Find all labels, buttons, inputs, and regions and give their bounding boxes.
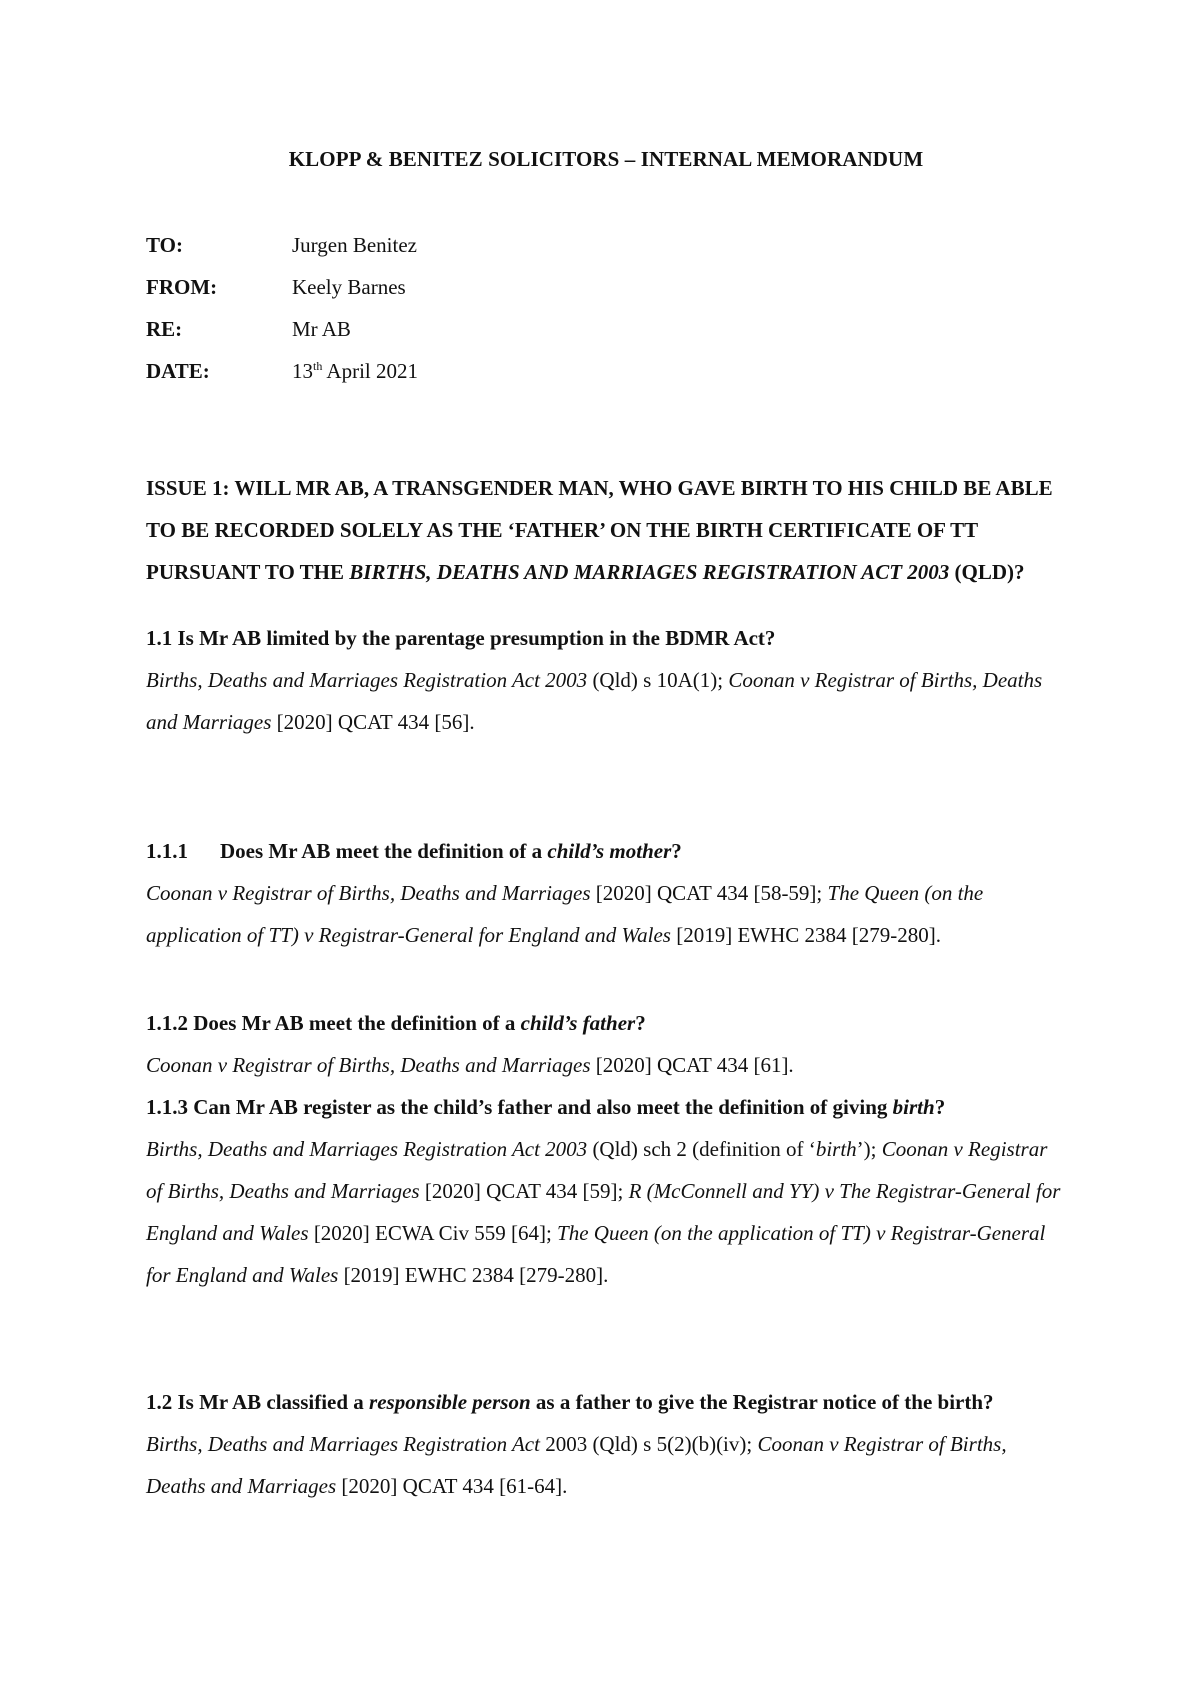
citation-text: (Qld) sch 2 (definition of ‘ (587, 1137, 816, 1161)
citation-act: Births, Deaths and Marriages Registration Act (146, 1432, 540, 1456)
citation-text: [2020] QCAT 434 [61]. (590, 1053, 794, 1077)
citation-text: [2019] EWHC 2384 [279-280]. (338, 1263, 609, 1287)
heading-term: child’s father (520, 1011, 636, 1035)
citation-text: [2020] QCAT 434 [56]. (271, 710, 475, 734)
heading-text: Does Mr AB meet the definition of a (220, 839, 548, 863)
heading-term: responsible person (369, 1390, 531, 1414)
heading-text: as a father to give the Registrar notice of the birth? (530, 1390, 994, 1414)
section-1-1-3 (146, 1086, 1066, 1296)
section-1-2-heading (146, 1381, 1066, 1423)
heading-text: 1.1.2 Does Mr AB meet the definition of a (146, 1011, 521, 1035)
section-1-1-3-heading (146, 1086, 1066, 1128)
memo-header (146, 232, 1066, 400)
citation-case: The Queen (on the application of TT) v Registrar-General for England and Wales (146, 881, 984, 947)
heading-text: ? (934, 1095, 946, 1119)
memo-to-row (146, 232, 1066, 274)
citation-case: Coonan v Registrar of Births, Deaths and Marriages (146, 881, 591, 905)
issue-prefix: ISSUE 1: WILL MR AB, A TRANSGENDER MAN, WHO GAVE BIRTH TO HIS CHILD BE ABLE TO BE RECORDED SOLELY AS THE ‘FATHER’ ON THE BIRTH CERTIFICATE OF TT PURSUANT TO THE (146, 476, 1053, 584)
date-suffix: th (313, 359, 323, 373)
memo-re-row (146, 316, 1066, 358)
re-value: Mr AB (292, 317, 351, 341)
citation-case: Coonan v Registrar of Births, Deaths and Marriages (146, 668, 1043, 734)
issue-heading (146, 467, 1066, 593)
section-1-1-3-citation (146, 1128, 1066, 1296)
citation-text: [2020] QCAT 434 [59]; (419, 1179, 629, 1203)
citation-case: R (McConnell and YY) v The Registrar-General for England and Wales (146, 1179, 1061, 1245)
citation-text: [2020] ECWA Civ 559 [64]; (308, 1221, 558, 1245)
citation-text: [2020] QCAT 434 [58-59]; (590, 881, 828, 905)
section-1-1-citation (146, 659, 1066, 743)
heading-text: ? (635, 1011, 646, 1035)
citation-text: ’); (856, 1137, 882, 1161)
section-1-2-citation (146, 1423, 1066, 1507)
section-1-1-heading: 1.1 Is Mr AB limited by the parentage presumption in the BDMR Act? (146, 626, 776, 650)
citation-case: Coonan v Registrar of Births, Deaths and Marriages (146, 1432, 1007, 1498)
section-1-1-1 (146, 830, 1066, 956)
heading-text: ? (671, 839, 682, 863)
section-1-2 (146, 1381, 1066, 1507)
heading-term: child’s mother (547, 839, 672, 863)
citation-case: Coonan v Registrar of Births, Deaths and Marriages (146, 1053, 591, 1077)
citation-text: (Qld) s 10A(1); (587, 668, 729, 692)
citation-case: Coonan v Registrar of Births, Deaths and Marriages (146, 1137, 1048, 1203)
date-value (292, 358, 418, 384)
heading-text: 1.1.3 Can Mr AB register as the child’s father and also meet the definition of giving (146, 1095, 893, 1119)
section-1-1-2 (146, 1002, 1066, 1086)
section-1-1-1-heading (146, 830, 1066, 872)
section-1-1-1-citation (146, 872, 1066, 956)
section-1-1-2-citation (146, 1044, 1066, 1086)
date-day: 13 (292, 359, 313, 383)
from-value: Keely Barnes (292, 275, 406, 299)
re-label: RE: (146, 317, 183, 341)
issue-suffix: (QLD)? (949, 560, 1025, 584)
from-label: FROM: (146, 275, 218, 299)
citation-text: [2019] EWHC 2384 [279-280]. (670, 923, 941, 947)
citation-text: 2003 (Qld) s 5(2)(b)(iv); (539, 1432, 758, 1456)
citation-text: [2020] QCAT 434 [61-64]. (336, 1474, 568, 1498)
citation-term: birth (815, 1137, 857, 1161)
memo-title: KLOPP & BENITEZ SOLICITORS – INTERNAL MEMORANDUM (288, 147, 924, 171)
issue-act-title: BIRTHS, DEATHS AND MARRIAGES REGISTRATION ACT 2003 (349, 560, 950, 584)
memo-date-row (146, 358, 1066, 400)
heading-term: birth (892, 1095, 935, 1119)
citation-act: Births, Deaths and Marriages Registration Act 2003 (146, 1137, 588, 1161)
section-1-1 (146, 617, 1066, 743)
citation-act: Births, Deaths and Marriages Registration Act 2003 (146, 668, 588, 692)
to-value: Jurgen Benitez (292, 233, 417, 257)
citation-case: The Queen (on the application of TT) v Registrar-General for England and Wales (146, 1221, 1046, 1287)
date-rest: April 2021 (322, 359, 419, 383)
section-number: 1.1.1 (146, 839, 188, 863)
section-1-1-2-heading (146, 1002, 1066, 1044)
memo-from-row (146, 274, 1066, 316)
date-label: DATE: (146, 359, 210, 383)
heading-text: 1.2 Is Mr AB classified a (146, 1390, 370, 1414)
to-label: TO: (146, 233, 183, 257)
